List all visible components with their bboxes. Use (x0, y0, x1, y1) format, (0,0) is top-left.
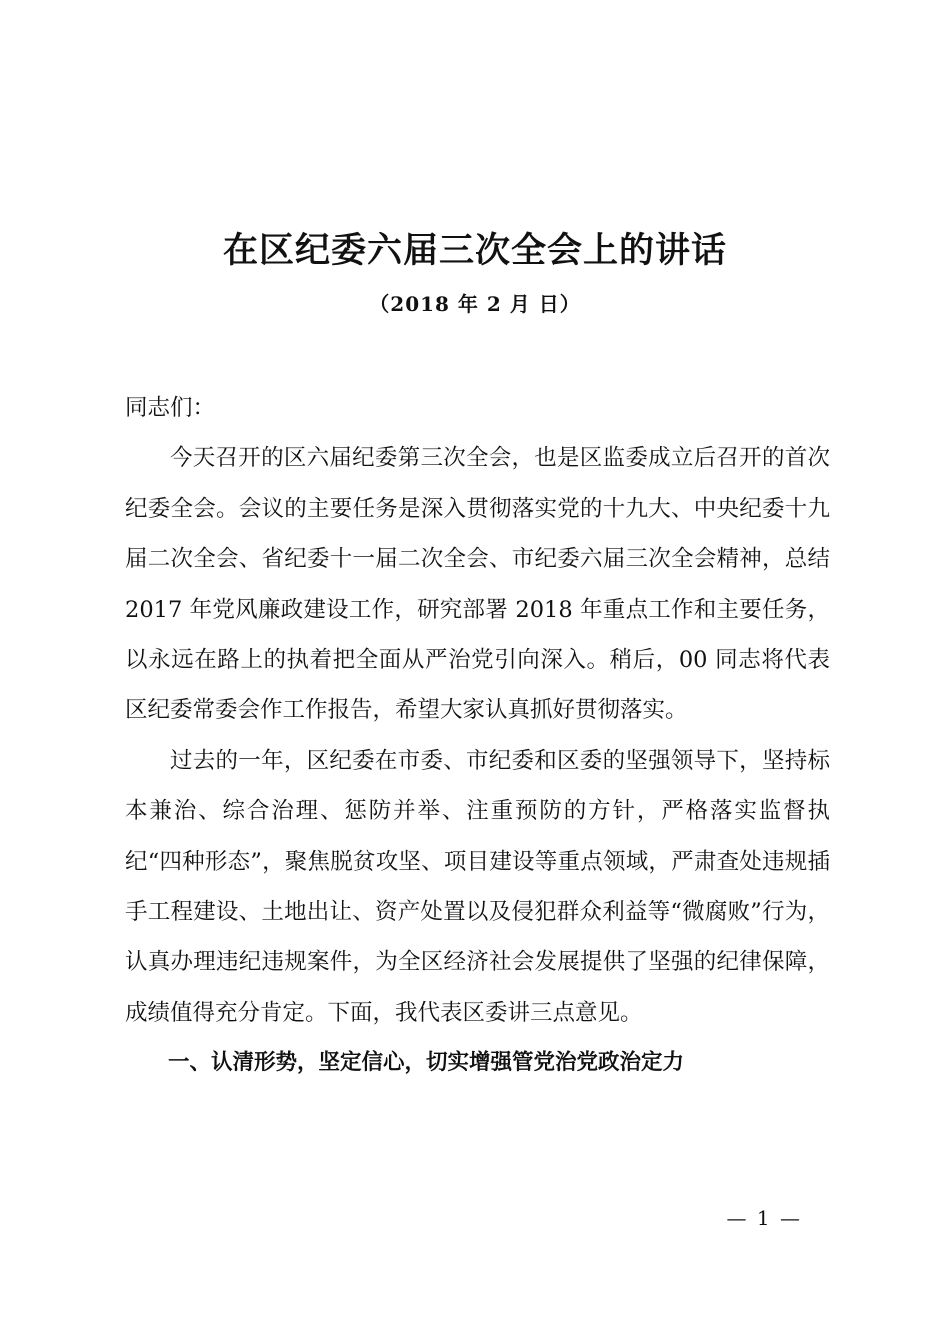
section-heading: 一、认清形势，坚定信心，切实增强管党治党政治定力 (168, 1050, 685, 1076)
document-body (125, 383, 830, 1089)
document-date: （2018 年 2 月 日） (369, 292, 581, 316)
paragraph-opening: 今天召开的区六届纪委第三次全会，也是区监委成立后召开的首次纪委全会。会议的主要任务是深入贯彻落实党的十九大、中央纪委十九届二次全会、省纪委十一届二次全会、市纪委六届三次全会精神，总结 2017 年党风廉政建设工作，研究部署 2018 年重点工作和主要任务，以永远在路上的执着把全面从严治党引向深入。稍后，00 同志将代表区纪委常委会作工作报告，希望大家认真抓好贯彻落实。 (125, 445, 830, 724)
page-number: — 1 — (726, 1206, 802, 1230)
paragraph-review: 过去的一年，区纪委在市委、市纪委和区委的坚强领导下，坚持标本兼治、综合治理、惩防并举、注重预防的方针，严格落实监督执纪“四种形态”，聚焦脱贫攻坚、项目建设等重点领域，严肃查处违规插手工程建设、土地出让、资产处置以及侵犯群众利益等“微腐败”行为，认真办理违纪违规案件，为全区经济社会发展提供了坚强的纪律保障，成绩值得充分肯定。下面，我代表区委讲三点意见。 (125, 747, 830, 1026)
document-title: 在区纪委六届三次全会上的讲话 (222, 231, 727, 271)
salutation: 同志们： (125, 395, 216, 421)
